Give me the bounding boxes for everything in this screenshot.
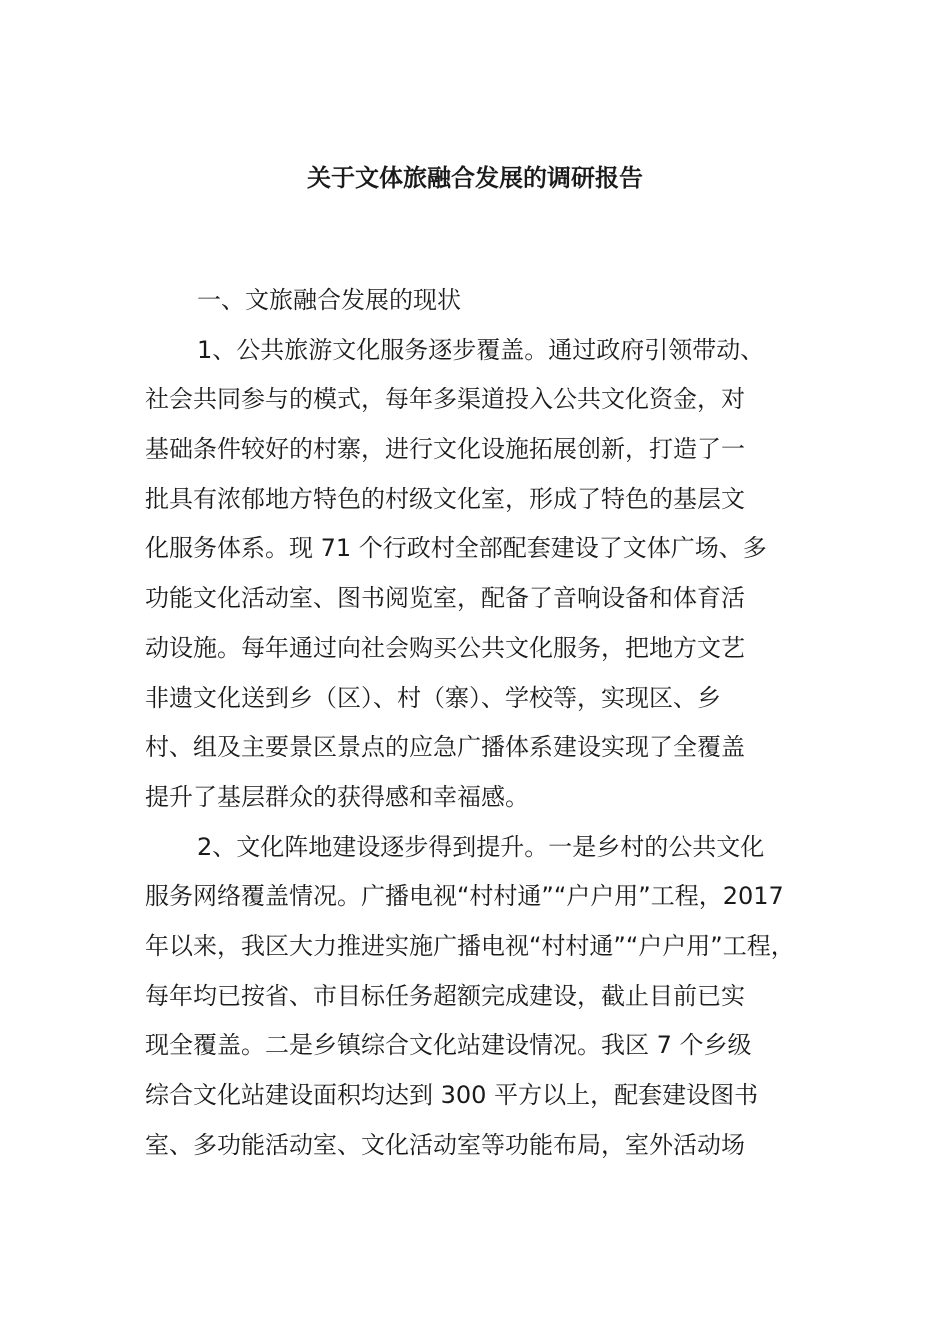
paragraph-line: 服务网络覆盖情况。广播电视“村村通”“户户用”工程，2017 [145,882,784,911]
paragraph-line: 年以来，我区大力推进实施广播电视“村村通”“户户用”工程， [145,931,795,960]
paragraph-line: 功能文化活动室、图书阅览室，配备了音响设备和体育活 [145,584,745,613]
paragraph-line: 动设施。每年通过向社会购买公共文化服务，把地方文艺 [145,633,745,662]
document-body [145,276,807,1170]
document-title: 关于文体旅融合发展的调研报告 [307,164,643,192]
paragraph-line: 室、多功能活动室、文化活动室等功能布局，室外活动场 [145,1130,745,1159]
section-heading: 一、文旅融合发展的现状 [197,286,461,314]
paragraph-line: 化服务体系。现 71 个行政村全部配套建设了文体广场、多 [145,534,767,563]
paragraph-line: 每年均已按省、市目标任务超额完成建设，截止目前已实 [145,981,745,1010]
paragraph-line: 基础条件较好的村寨，进行文化设施拓展创新，打造了一 [145,435,745,464]
paragraph-line: 社会共同参与的模式，每年多渠道投入公共文化资金，对 [145,385,745,414]
paragraph-line: 批具有浓郁地方特色的村级文化室，形成了特色的基层文 [145,484,745,513]
paragraph-line: 2、文化阵地建设逐步得到提升。一是乡村的公共文化 [197,832,765,861]
paragraph-line: 非遗文化送到乡（区）、村（寨）、学校等，实现区、乡 [145,683,721,712]
paragraph-line: 提升了基层群众的获得感和幸福感。 [145,782,529,811]
paragraph-line: 综合文化站建设面积均达到 300 平方以上，配套建设图书 [145,1081,759,1109]
paragraph-line: 现全覆盖。二是乡镇综合文化站建设情况。我区 7 个乡级 [145,1031,752,1060]
paragraph-line: 1、公共旅游文化服务逐步覆盖。通过政府引领带动、 [197,335,765,364]
paragraph-line: 村、组及主要景区景点的应急广播体系建设实现了全覆盖 [145,733,745,762]
